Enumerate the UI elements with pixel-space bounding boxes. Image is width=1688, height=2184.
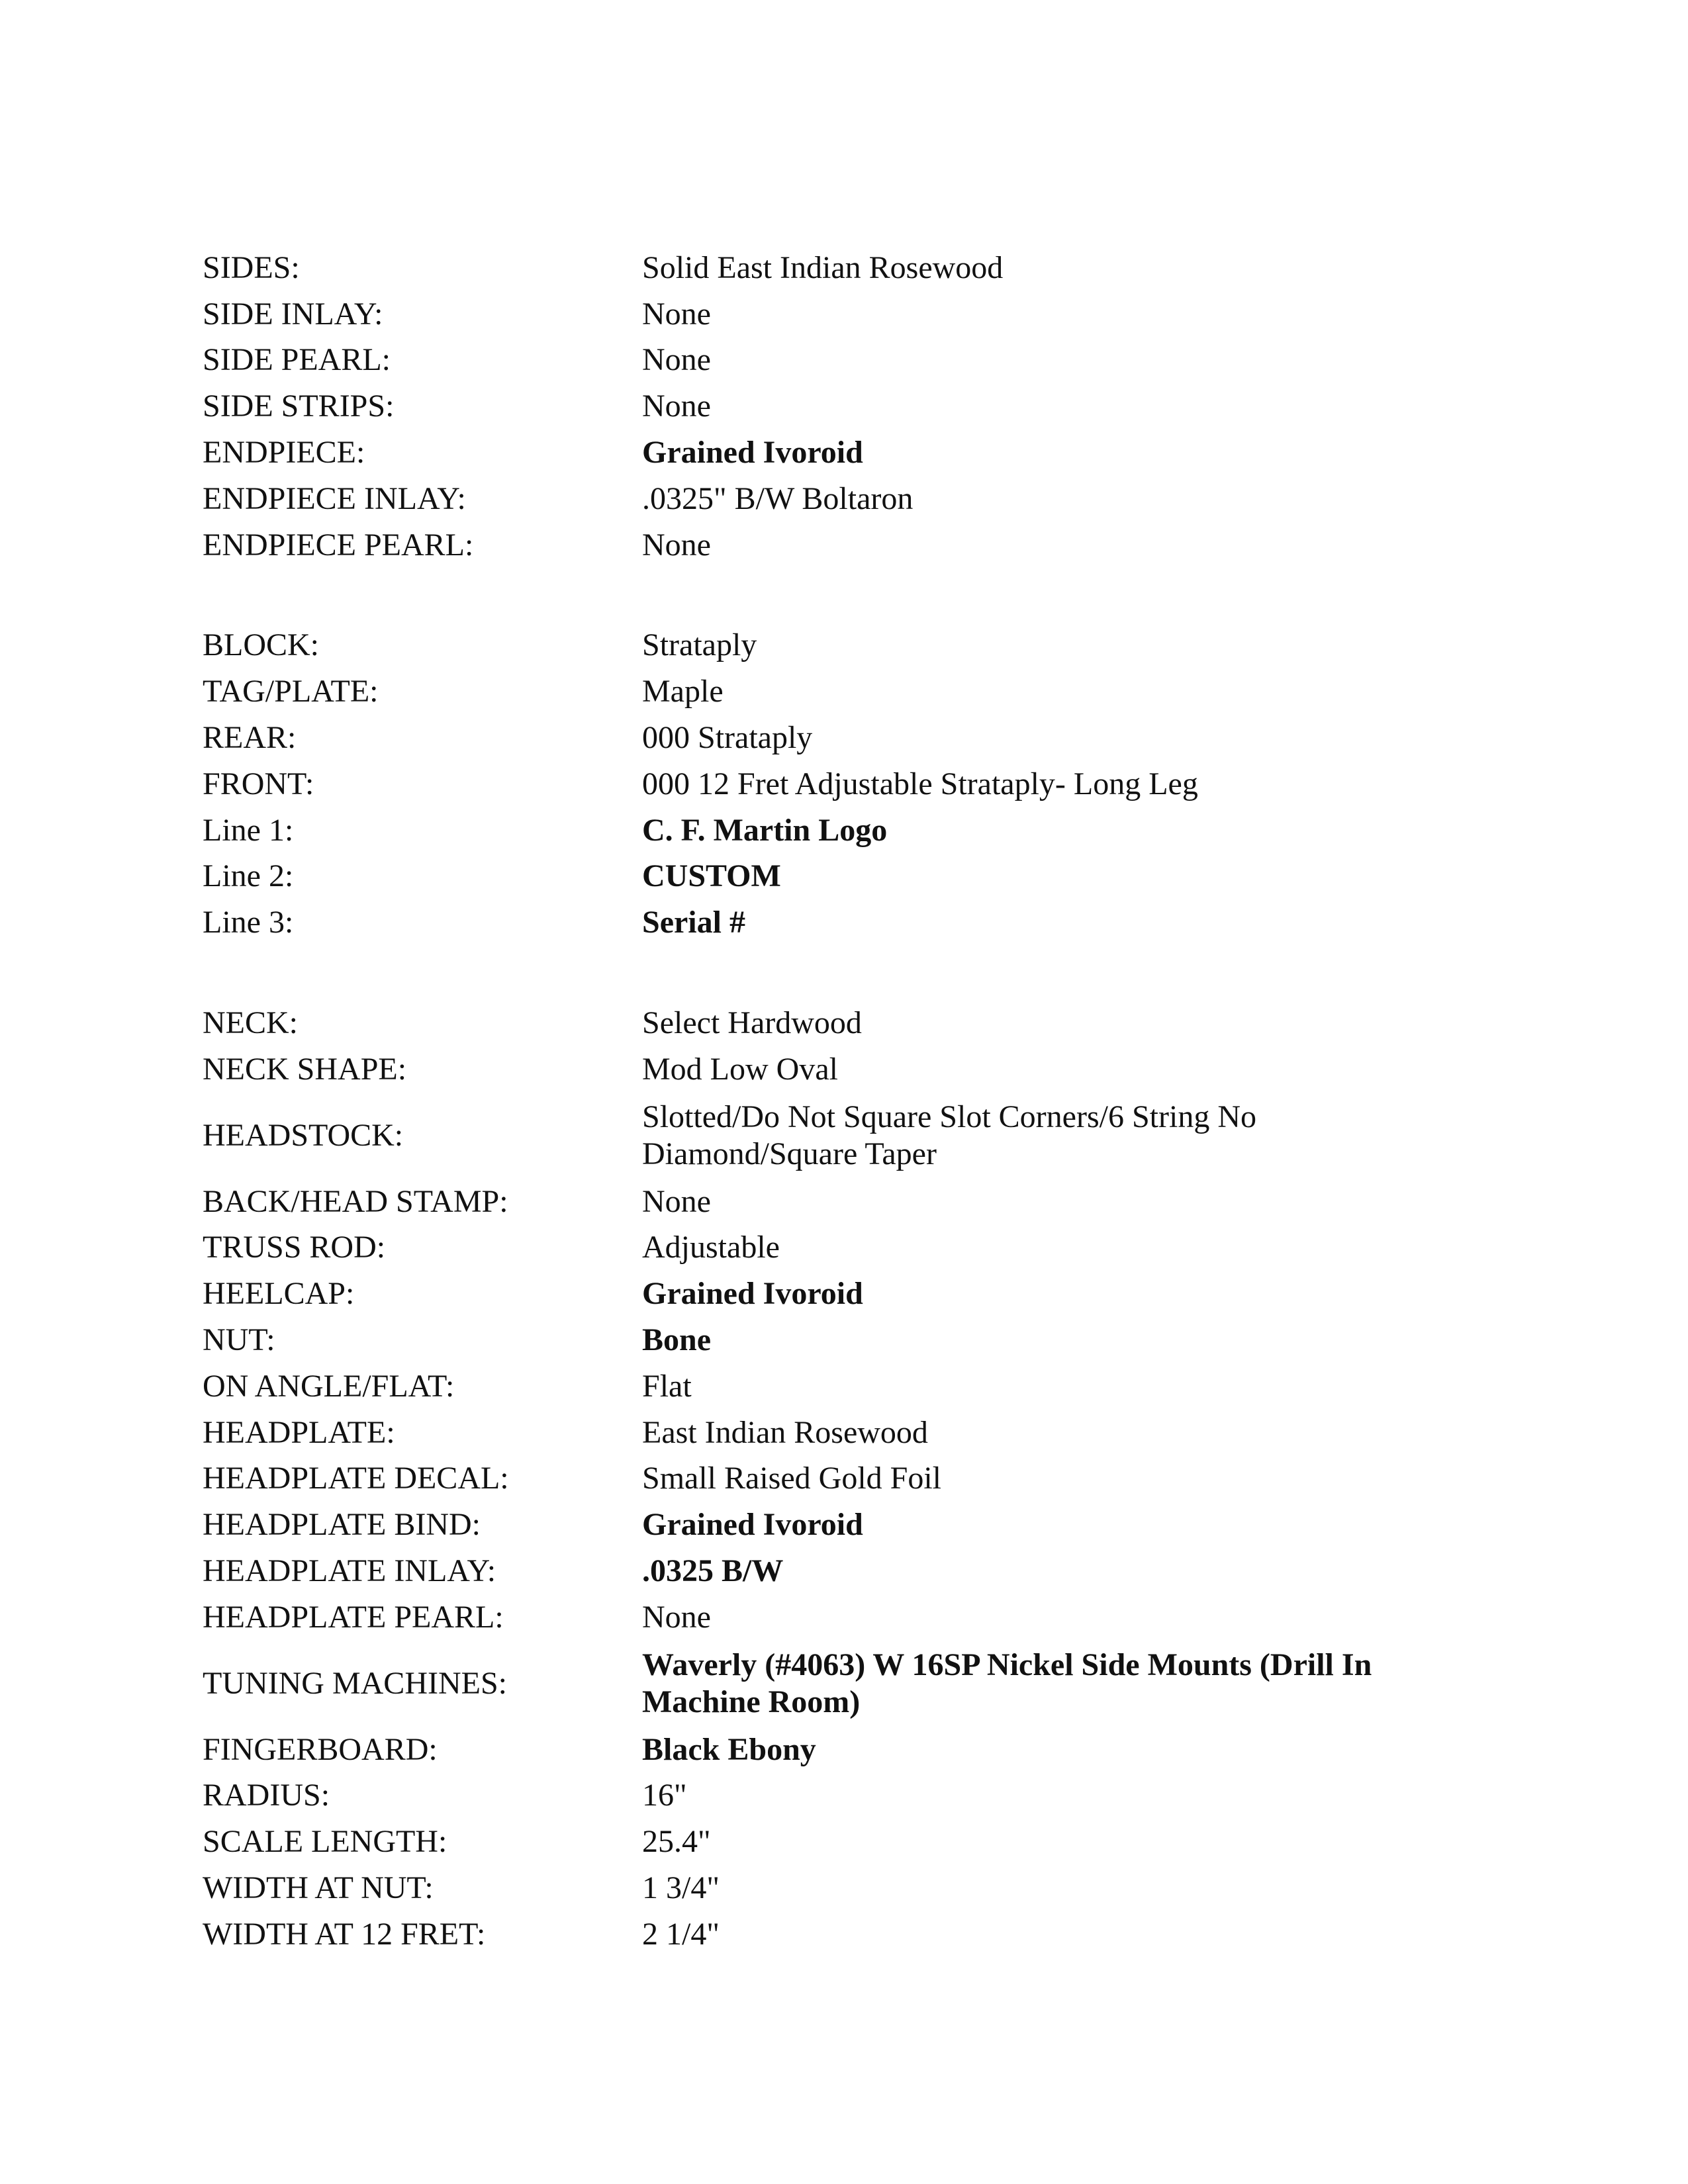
spec-value: Strataply	[642, 627, 757, 663]
spec-row	[203, 1179, 1500, 1225]
spec-label: SIDE INLAY:	[203, 296, 383, 332]
spec-row	[203, 1502, 1500, 1548]
spec-value: None	[642, 388, 711, 424]
spec-label: Line 2:	[203, 858, 294, 894]
spec-row	[203, 1819, 1500, 1865]
spec-value: Grained Ivoroid	[642, 1507, 863, 1543]
spec-row	[203, 1363, 1500, 1410]
spec-value: None	[642, 296, 711, 332]
spec-value: Mod Low Oval	[642, 1051, 838, 1087]
spec-value: Select Hardwood	[642, 1005, 862, 1041]
spec-label: SIDE PEARL:	[203, 342, 391, 378]
spec-value: East Indian Rosewood	[642, 1414, 928, 1450]
spec-row	[203, 476, 1500, 522]
spec-value: .0325" B/W Boltaron	[642, 480, 914, 516]
spec-label: FINGERBOARD:	[203, 1731, 438, 1767]
spec-row	[203, 1641, 1500, 1727]
spec-label: TRUSS ROD:	[203, 1230, 386, 1265]
spec-row	[203, 522, 1500, 569]
spec-label: HEELCAP:	[203, 1276, 355, 1312]
spec-label: Line 1:	[203, 812, 294, 848]
spec-row	[203, 383, 1500, 430]
spec-row	[203, 291, 1500, 338]
spec-group	[203, 623, 1500, 946]
spec-value: Bone	[642, 1322, 712, 1358]
spec-row	[203, 854, 1500, 900]
spec-value: Black Ebony	[642, 1731, 816, 1767]
spec-value: None	[642, 342, 711, 378]
spec-row	[203, 623, 1500, 669]
spec-value: None	[642, 1599, 711, 1635]
spec-value: 2 1/4"	[642, 1916, 720, 1952]
spec-row	[203, 338, 1500, 384]
spec-row	[203, 1046, 1500, 1093]
spec-value: Maple	[642, 674, 724, 709]
spec-group	[203, 1000, 1500, 1958]
spec-value: Solid East Indian Rosewood	[642, 250, 1004, 285]
spec-label: SIDES:	[203, 250, 300, 285]
spec-row	[203, 1594, 1500, 1641]
spec-row	[203, 1225, 1500, 1271]
spec-value: C. F. Martin Logo	[642, 812, 888, 848]
spec-label: HEADPLATE:	[203, 1414, 395, 1450]
spec-value: None	[642, 1183, 711, 1219]
spec-list	[203, 245, 1500, 1958]
spec-value: Waverly (#4063) W 16SP Nickel Side Mounts (Drill In Machine Room)	[642, 1647, 1372, 1719]
spec-label: NECK:	[203, 1005, 298, 1041]
spec-label: HEADPLATE DECAL:	[203, 1461, 509, 1496]
spec-row	[203, 761, 1500, 807]
spec-row	[203, 899, 1500, 946]
spec-value: None	[642, 527, 711, 563]
spec-row	[203, 807, 1500, 854]
spec-label: HEADSTOCK:	[203, 1117, 404, 1153]
spec-label: NUT:	[203, 1322, 275, 1358]
spec-row	[203, 1727, 1500, 1773]
spec-label: HEADPLATE PEARL:	[203, 1599, 504, 1635]
spec-row	[203, 1271, 1500, 1317]
spec-label: Line 3:	[203, 905, 294, 940]
spec-label: ENDPIECE:	[203, 435, 365, 471]
spec-row	[203, 1456, 1500, 1502]
spec-group	[203, 245, 1500, 569]
spec-row	[203, 1410, 1500, 1456]
spec-value: .0325 B/W	[642, 1553, 784, 1589]
spec-value: 000 Strataply	[642, 720, 813, 756]
spec-row	[203, 1000, 1500, 1046]
spec-label: HEADPLATE INLAY:	[203, 1553, 496, 1589]
spec-label: SIDE STRIPS:	[203, 388, 395, 424]
spec-row	[203, 1911, 1500, 1958]
spec-label: TUNING MACHINES:	[203, 1665, 507, 1701]
spec-row	[203, 1865, 1500, 1911]
spec-label: WIDTH AT 12 FRET:	[203, 1916, 486, 1952]
spec-row	[203, 1548, 1500, 1594]
spec-row	[203, 668, 1500, 715]
spec-label: FRONT:	[203, 766, 314, 801]
spec-value: 25.4"	[642, 1824, 711, 1860]
spec-label: ON ANGLE/FLAT:	[203, 1368, 455, 1404]
spec-label: ENDPIECE PEARL:	[203, 527, 474, 563]
spec-row	[203, 1093, 1500, 1179]
spec-value: 1 3/4"	[642, 1870, 720, 1905]
spec-value: Grained Ivoroid	[642, 1276, 863, 1312]
spec-label: TAG/PLATE:	[203, 674, 379, 709]
spec-label: WIDTH AT NUT:	[203, 1870, 434, 1905]
spec-row	[203, 245, 1500, 291]
spec-row	[203, 1317, 1500, 1363]
spec-label: SCALE LENGTH:	[203, 1824, 447, 1860]
spec-label: REAR:	[203, 720, 297, 756]
spec-value: Grained Ivoroid	[642, 435, 863, 471]
spec-value: 000 12 Fret Adjustable Strataply- Long Leg	[642, 766, 1198, 801]
spec-label: BLOCK:	[203, 627, 320, 663]
spec-value: CUSTOM	[642, 858, 781, 894]
spec-row	[203, 430, 1500, 476]
spec-label: NECK SHAPE:	[203, 1051, 407, 1087]
spec-value: Flat	[642, 1368, 692, 1404]
spec-value: Slotted/Do Not Square Slot Corners/6 String No Diamond/Square Taper	[642, 1099, 1256, 1171]
spec-label: RADIUS:	[203, 1778, 330, 1813]
spec-value: Serial #	[642, 905, 745, 940]
spec-row	[203, 1773, 1500, 1819]
spec-label: ENDPIECE INLAY:	[203, 480, 466, 516]
spec-value: Adjustable	[642, 1230, 780, 1265]
spec-value: 16"	[642, 1778, 687, 1813]
spec-row	[203, 715, 1500, 761]
spec-label: HEADPLATE BIND:	[203, 1507, 481, 1543]
spec-label: BACK/HEAD STAMP:	[203, 1183, 508, 1219]
spec-value: Small Raised Gold Foil	[642, 1461, 942, 1496]
